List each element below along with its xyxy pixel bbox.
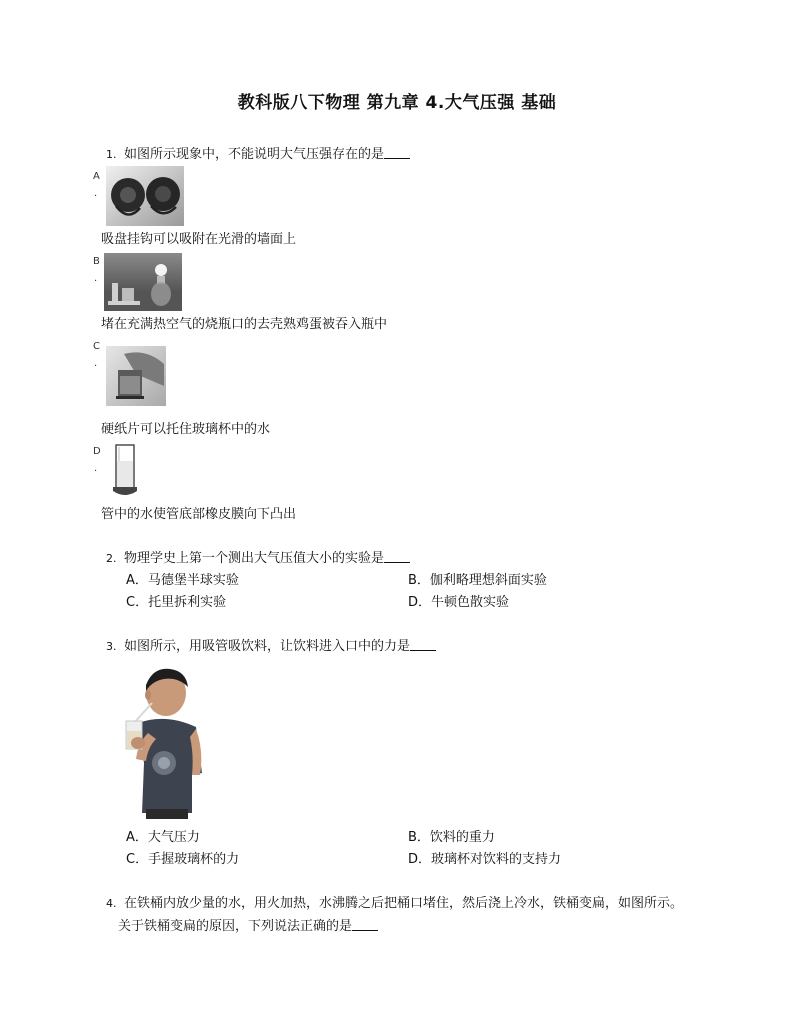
answer-blank	[384, 146, 410, 159]
option-dot: ·	[94, 276, 98, 287]
question-text: 关于铁桶变扁的原因，下列说法正确的是	[118, 919, 353, 934]
answer-blank	[352, 918, 378, 931]
option-2b[interactable]: B．伽利略理想斜面实验	[408, 573, 547, 588]
option-dot: ·	[94, 361, 98, 372]
option-marker-c: C	[93, 341, 100, 352]
boy-drinking-straw-image	[108, 663, 208, 819]
option-3b[interactable]: B．饮料的重力	[408, 830, 495, 845]
question-3	[106, 638, 436, 656]
option-b-caption: 堵在充满热空气的烧瓶口的去壳熟鸡蛋被吞入瓶中	[101, 317, 388, 332]
question-text: 如图所示现象中，不能说明大气压强存在的是	[124, 147, 385, 162]
question-text: 如图所示，用吸管吸饮料，让饮料进入口中的力是	[124, 639, 411, 654]
cardboard-glass-image	[106, 346, 166, 406]
question-number: 3.	[106, 640, 117, 653]
option-2c[interactable]: C．托里拆利实验	[126, 595, 227, 610]
egg-flask-image	[104, 253, 182, 311]
option-2a[interactable]: A．马德堡半球实验	[126, 573, 239, 588]
suction-hooks-image	[106, 166, 184, 226]
question-4-line-2	[118, 918, 378, 936]
question-text: 物理学史上第一个测出大气压值大小的实验是	[124, 551, 385, 566]
option-3d[interactable]: D．玻璃杯对饮料的支持力	[408, 852, 562, 867]
question-2	[106, 550, 410, 568]
question-number: 4.	[106, 897, 117, 910]
tube-membrane-image	[110, 443, 140, 501]
answer-blank	[384, 550, 410, 563]
option-dot: ·	[94, 191, 98, 202]
option-3c[interactable]: C．手握玻璃杯的力	[126, 852, 240, 867]
option-a-caption: 吸盘挂钩可以吸附在光滑的墙面上	[101, 232, 297, 247]
question-number: 1.	[106, 148, 117, 161]
option-marker-b: B	[93, 256, 100, 267]
option-c-caption: 硬纸片可以托住玻璃杯中的水	[101, 422, 271, 437]
answer-blank	[410, 638, 436, 651]
question-number: 2.	[106, 552, 117, 565]
question-4	[106, 895, 683, 913]
option-3a[interactable]: A．大气压力	[126, 830, 200, 845]
option-marker-d: D	[93, 446, 101, 457]
question-text: 在铁桶内放少量的水，用火加热，水沸腾之后把桶口堵住，然后浇上冷水，铁桶变扁，如图所示。	[124, 896, 684, 911]
question-1	[106, 146, 410, 164]
option-dot: ·	[94, 466, 98, 477]
option-2d[interactable]: D．牛顿色散实验	[408, 595, 510, 610]
option-marker-a: A	[93, 171, 100, 182]
option-d-caption: 管中的水使管底部橡皮膜向下凸出	[101, 507, 297, 522]
page-title: 教科版八下物理 第九章 4.大气压强 基础	[237, 93, 557, 113]
